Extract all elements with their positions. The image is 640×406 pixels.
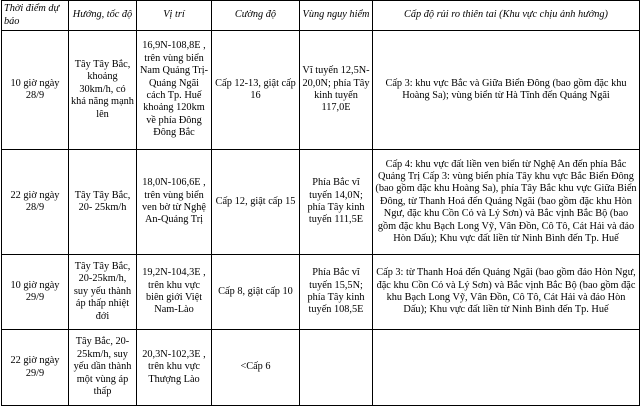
cell-danger-zone: Phía Bắc vĩ tuyến 15,5N; phía Tây kinh tuyến 108,5E bbox=[300, 255, 373, 330]
table-row bbox=[2, 31, 640, 150]
header-risk-level: Cấp độ rủi ro thiên tai (Khu vực chịu ảnh hưởng) bbox=[373, 1, 640, 31]
header-danger-zone: Vùng nguy hiểm bbox=[300, 1, 373, 31]
cell-direction-speed: Tây Tây Bắc, khoảng 30km/h, có khả năng mạnh lên bbox=[69, 31, 137, 150]
cell-direction-speed: Tây Bắc, 20-25km/h, suy yếu dần thành một vùng áp thấp bbox=[69, 330, 137, 406]
forecast-table bbox=[1, 0, 640, 406]
cell-position: 19,2N-104,3E , trên khu vực biên giới Việt Nam-Lào bbox=[137, 255, 212, 330]
cell-position: 16,9N-108,8E , trên vùng biển Nam Quảng Trị-Quảng Ngãi cách Tp. Huế khoảng 120km về phía Đông Đông Bắc bbox=[137, 31, 212, 150]
cell-time: 22 giờ ngày 29/9 bbox=[2, 330, 69, 406]
cell-intensity: <Cấp 6 bbox=[212, 330, 300, 406]
header-direction-speed: Hướng, tốc độ bbox=[69, 1, 137, 31]
header-time: Thời điểm dự báo bbox=[2, 1, 69, 31]
table-row bbox=[2, 150, 640, 255]
cell-direction-speed: Tây Tây Bắc, 20- 25km/h bbox=[69, 150, 137, 255]
table-row bbox=[2, 330, 640, 406]
cell-risk-level bbox=[373, 330, 640, 406]
cell-intensity: Cấp 12-13, giật cấp 16 bbox=[212, 31, 300, 150]
cell-risk-level: Cấp 3: từ Thanh Hoá đến Quảng Ngãi (bao gồm đảo Hòn Ngư, đặc khu Cồn Cỏ và Lý Sơn) và Bắc vịnh Bắc Bộ (bao gồm đặc khu Bạch Long Vỹ, Vân Đồn, Cô Tô, Cát Hải và đảo Hòn Dấu); Khu vực đất liền từ Ninh Bình đến Tp. Huế bbox=[373, 255, 640, 330]
cell-risk-level: Cấp 4: khu vực đất liền ven biển từ Nghệ An đến phía Bắc Quảng Trị Cấp 3: vùng biển phía Tây khu vực Bắc Biển Đông (bao gồm đặc khu Hoàng Sa), phía Tây Bắc khu vực Giữa Biển Đông, từ Thanh Hoá đến Quảng Ngãi (bao gồm đặc khu Hòn Ngư, đặc khu Cồn Cỏ và Lý Sơn) và Bắc vịnh Bắc Bộ (bao gồm đặc khu Bạch Long Vỹ, Vân Đồn, Cô Tô, Cát Hải và đảo Hòn Dấu); Khu vực đất liền từ Ninh Bình đến Tp. Huế bbox=[373, 150, 640, 255]
cell-time: 10 giờ ngày 28/9 bbox=[2, 31, 69, 150]
cell-time: 10 giờ ngày 29/9 bbox=[2, 255, 69, 330]
header-row bbox=[2, 1, 640, 31]
cell-danger-zone bbox=[300, 330, 373, 406]
cell-position: 18,0N-106,6E , trên vùng biển ven bờ từ Nghệ An-Quảng Trị bbox=[137, 150, 212, 255]
table-row bbox=[2, 255, 640, 330]
cell-time: 22 giờ ngày 28/9 bbox=[2, 150, 69, 255]
header-intensity: Cường độ bbox=[212, 1, 300, 31]
cell-direction-speed: Tây Tây Bắc, 20-25km/h, suy yếu thành áp thấp nhiệt đới bbox=[69, 255, 137, 330]
cell-danger-zone: Vĩ tuyến 12,5N-20,0N; phía Tây kinh tuyến 117,0E bbox=[300, 31, 373, 150]
cell-risk-level: Cấp 3: khu vực Bắc và Giữa Biển Đông (bao gồm đặc khu Hoàng Sa); vùng biển từ Hà Tĩnh đến Quảng Ngãi bbox=[373, 31, 640, 150]
cell-intensity: Cấp 8, giật cấp 10 bbox=[212, 255, 300, 330]
cell-danger-zone: Phía Bắc vĩ tuyến 14,0N; phía Tây kinh tuyến 111,5E bbox=[300, 150, 373, 255]
cell-intensity: Cấp 12, giật cấp 15 bbox=[212, 150, 300, 255]
header-position: Vị trí bbox=[137, 1, 212, 31]
cell-position: 20,3N-102,3E , trên khu vực Thượng Lào bbox=[137, 330, 212, 406]
